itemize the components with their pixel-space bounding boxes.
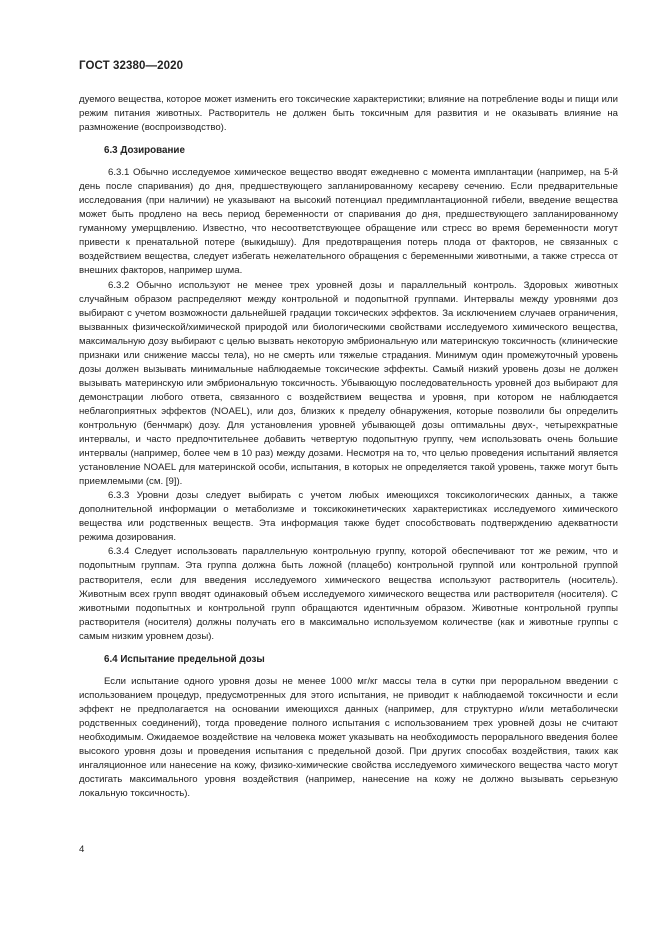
paragraph-6-3-4: 6.3.4 Следует использовать параллельную контрольную группу, которой обеспечивают тот же режим, что и подопытным группам. Эта группа должна быть ложной (плацебо) контрольной группой или контрольной группой растворителя, если для введения исследуемого химического вещества используют растворитель (носитель). Животным всех групп вводят одинаковый объем исследуемого химического вещества или растворителя (носителя). С животными подопытных и контрольной групп обращаются идентичным образом. Животные контрольной группы растворителя (носителя) должны получать его в максимально используемом количестве (как и животные группы с самым низким уровнем дозы).	[79, 546, 618, 642]
section-heading-6-3: 6.3 Дозирование	[104, 145, 185, 157]
section-heading-6-4: 6.4 Испытание предельной дозы	[104, 653, 265, 665]
paragraph-intro-continuation: дуемого вещества, которое может изменить его токсические характеристики; влияние на потребление воды и пищи или режим питания животных. Растворитель не должен быть токсичным для развития и не оказывать влияние на размножение (воспроизводство).	[79, 94, 618, 134]
document-body	[79, 93, 618, 801]
paragraph-6-3-1: 6.3.1 Обычно исследуемое химическое вещество вводят ежедневно с момента имплантации (например, на 5-й день после спаривания) до дня, предшествующего запланированному кесареву сечению. Если предварительные исследования (при наличии) не указывают на высокий потенциал предимплантационной гибели, введение вещества может быть продлено на весь период беременности от спаривания до дня, предшествующего запланированному гуманному умерщвлению. Известно, что несоответствующее обращение или стресс во время беременности могут привести к пренатальной потере (выкидышу). Для предотвращения потерь плода от факторов, не связанных с воздействием вещества, следует избегать нежелательного обращения с беременными животными, а также стресса от внешних факторов, например шума.	[79, 167, 618, 277]
page-number: 4	[79, 844, 85, 855]
paragraph-6-3-2: 6.3.2 Обычно используют не менее трех уровней дозы и параллельный контроль. Здоровых животных случайным образом распределяют между контрольной и подопытной группами. Интервалы между уровнями доз выбирают с учетом возможности дальнейшей градации токсических эффектов. За исключением случаев ограничения, вызванных физической/химической природой или биологическими свойствами исследуемого химического вещества, максимальную дозу выбирают с целью вызвать некоторую эмбриональную или материнскую токсичность (клинические признаки или снижение массы тела), но не смерть или тяжелые страдания. Минимум один промежуточный уровень дозы должен вызывать минимальные наблюдаемые токсические эффекты. Самый низкий уровень дозы не должен вызывать материнскую или эмбриональную токсичность. Убывающую последовательность уровней доз выбирают для демонстрации любого ответа, связанного с воздействием вещества и уровня, при котором не наблюдается неблагоприятных эффектов (NOAEL), или доз, близких к пределу обнаружения, которые позволили бы определить контрольную (бенчмарк) дозу. Для установления уровней убывающей дозы оптимальны двух-, четырехкратные интервалы, и часто предпочтительнее добавить четвертую подопытную группу, чем использовать очень большие интервалы (например, более чем в 10 раз) между дозами. Несмотря на то, что целью проведения испытаний является установление NOAEL для материнской особи, испытания, в которых не определяется такой уровень, также могут быть приемлемыми (см. [9]).	[79, 279, 618, 488]
paragraph-6-4: Если испытание одного уровня дозы не менее 1000 мг/кг массы тела в сутки при пероральном введении с использованием процедур, предусмотренных для этого испытания, не приводит к наблюдаемой токсичности и если эффект не предполагается на основании имеющихся данных (например, для структурно и/или метаболически родственных соединений), тогда проведение полного испытания с использованием трех уровней дозы не считают необходимым. Ожидаемое воздействие на человека может указывать на необходимость перорального введения более высокого уровня дозы и проведения испытания с предельной дозой. При других способах воздействия, таких как ингаляционное или нанесение на кожу, физико-химические свойства исследуемого химического вещества часто могут достигать максимального уровня воздействия (например, нанесение на кожу не должно вызывать серьезную локальную токсичность).	[79, 675, 618, 800]
paragraph-6-3-3: 6.3.3 Уровни дозы следует выбирать с учетом любых имеющихся токсикологических данных, а также дополнительной информации о метаболизме и токсикокинетических характеристиках исследуемого химического вещества или родственных веществ. Эта информация также будет способствовать подтверждению адекватности режима дозирования.	[79, 490, 618, 544]
document-header-title: ГОСТ 32380—2020	[79, 60, 184, 72]
